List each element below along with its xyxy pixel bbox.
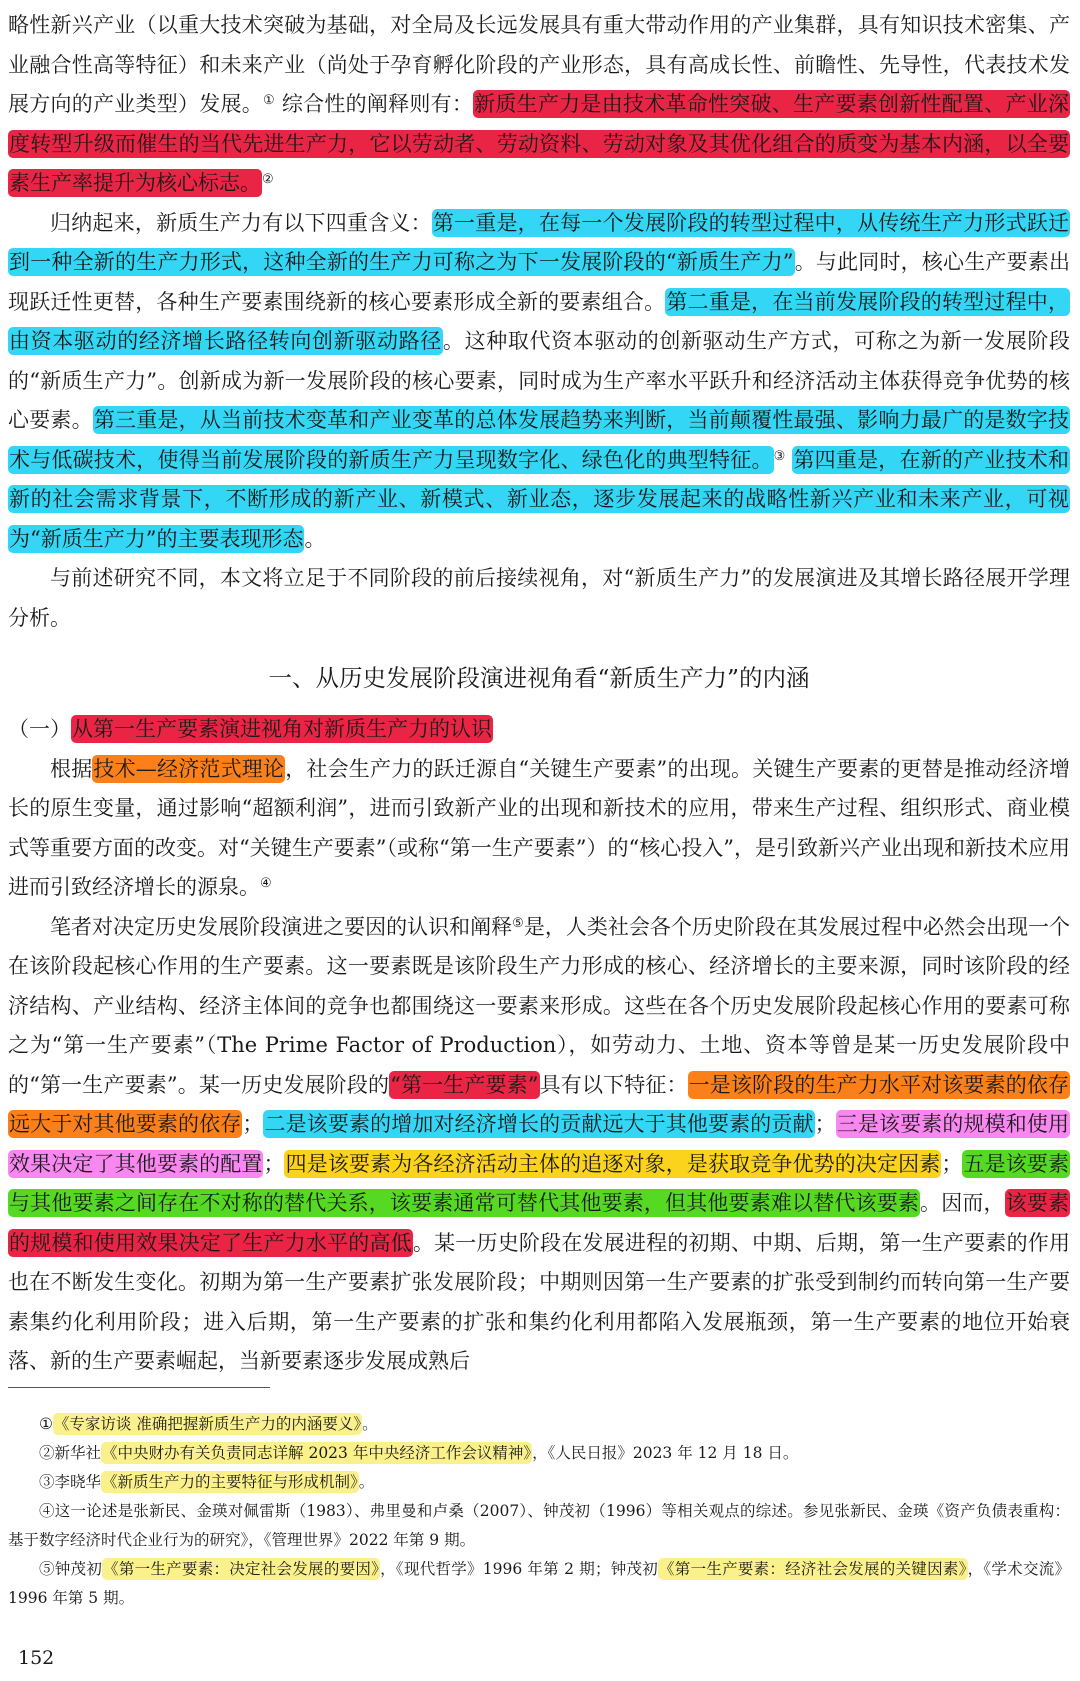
footnote-mark: ③ — [39, 1473, 55, 1491]
footnote-ref-3[interactable]: ③ — [773, 448, 786, 464]
paragraph-5 — [8, 908, 1070, 1382]
text-span: ； — [263, 1151, 285, 1176]
text-span: ； — [814, 1112, 836, 1136]
text-span: 。某一历史阶段在发展进程的初期、中期、后期，第一生产要素的作用也在不断发生变化。初期为第一生产要素扩张发展阶段；中期则因第一生产要素的扩张受到制约而转向第一生产要素集约化利用阶段；进入后期，第一生产要素的扩张和集约化利用都陷入发展瓶颈，第一生产要素的地位开始衰落、新的生产要素崛起，当新要素逐步发展成熟后 — [8, 1230, 1071, 1373]
highlight-red: 该要素的规模和使用效果决定了生产力水平的高低 — [9, 1191, 1070, 1255]
highlight-green: 五是该要素与其他要素之间存在不对称的替代关系，该要素通常可替代其他要素，但其他要素难以替代该要素 — [9, 1151, 1070, 1215]
highlight-yellow: 四是该要素为各经济活动主体的追逐对象，是获取竞争优势的决定因素 — [285, 1151, 941, 1176]
text-span: ，《学术交流》1996 年第 5 期。 — [8, 1560, 1070, 1607]
body-text — [8, 6, 1070, 1382]
text-span: 。因而， — [920, 1191, 1005, 1215]
highlight-lemon: 《新质生产力的主要特征与形成机制》 — [102, 1473, 358, 1491]
footnotes — [8, 1410, 1070, 1613]
footnote-mark: ① — [39, 1415, 53, 1433]
text-span: 笔者对决定历史发展阶段演进之要因的认识和阐释 — [50, 914, 513, 939]
highlight-lemon: 《第一生产要素：经济社会发展的关键因素》 — [659, 1560, 967, 1578]
text-span: ，《现代哲学》1996 年第 2 期；钟茂初 — [380, 1560, 659, 1578]
paragraph-3: 与前述研究不同，本文将立足于不同阶段的前后接续视角，对“新质生产力”的发展演进及其增长路径展开学理分析。 — [8, 566, 1070, 630]
highlight-orange: 技术—经济范式理论 — [93, 756, 285, 781]
highlight-lemon: 《中央财办有关负责同志详解 2023 年中央经济工作会议精神》 — [102, 1444, 532, 1462]
footnote-5 — [8, 1555, 1070, 1613]
paragraph-2 — [8, 204, 1070, 560]
text-span: 新华社 — [54, 1444, 102, 1462]
footnote-mark: ⑤ — [39, 1560, 55, 1578]
sub-heading-prefix: （一） — [8, 717, 71, 741]
highlight-cyan: 二是该要素的增加对经济增长的贡献远大于其他要素的贡献 — [264, 1112, 814, 1136]
text-span: ； — [941, 1151, 963, 1176]
text-span: 具有以下特征： — [539, 1072, 688, 1097]
text-span: ； — [242, 1112, 264, 1136]
highlight-red: 新质生产力是由技术革命性突破、生产要素创新性配置、产业深度转型升级而催生的当代先进生产力，它以劳动者、劳动资料、劳动对象及其优化组合的质变为基本内涵，以全要素生产率提升为核心标志。 — [9, 92, 1069, 195]
text-span: ，社会生产力的跃迁源自“关键生产要素”的出现。关键生产要素的更替是推动经济增长的原生变量，通过影响“超额利润”，进而引致新产业的出现和新技术的应用，带来生产过程、组织形式、商业模式等重要方面的改变。对“关键生产要素”（或称“第一生产要素”）的“核心投入”，是引致新兴产业出现和新技术应用进而引致经济增长的源泉。 — [8, 756, 1071, 899]
highlight-orange: 一是该阶段的生产力水平对该要素的依存远大于对其他要素的依存 — [9, 1072, 1069, 1136]
footnote-ref-2[interactable]: ② — [262, 171, 274, 187]
highlight-cyan: 第四重是，在新的产业技术和新的社会需求背景下，不断形成的新产业、新模式、新业态，逐步发展起来的战略性新兴产业和未来产业，可视为“新质生产力”的主要表现形态 — [9, 447, 1070, 551]
text-span: 归纳起来，新质生产力有以下四重含义： — [50, 210, 432, 235]
text-span: 。这种取代资本驱动的创新驱动生产方式，可称之为新一发展阶段的“新质生产力”。创新成为新一发展阶段的核心要素，同时成为生产率水平跃升和经济活动主体获得竞争优势的核心要素。 — [8, 329, 1071, 432]
highlight-red: 从第一生产要素演进视角对新质生产力的认识 — [72, 717, 492, 741]
highlight-red: “第一生产要素” — [390, 1072, 539, 1097]
sub-heading — [8, 710, 1070, 750]
footnote-ref-1[interactable]: ① — [263, 92, 275, 108]
paragraph-1 — [8, 6, 1070, 204]
highlight-cyan: 第二重是，在当前发展阶段的转型过程中，由资本驱动的经济增长路径转向创新驱动路径 — [9, 289, 1070, 353]
footnote-mark: ② — [39, 1444, 55, 1462]
text-span: 。与此同时，核心生产要素出现跃迁性更替，各种生产要素围绕新的核心要素形成全新的要素组合。 — [8, 250, 1071, 314]
page-number: 152 — [18, 1647, 55, 1669]
highlight-lemon: 《专家访谈 准确把握新质生产力的内涵要义》 — [53, 1415, 362, 1433]
text-span: 综合性的阐释则有： — [274, 92, 474, 116]
highlight-cyan: 第一重是，在每一个发展阶段的转型过程中，从传统生产力形式跃迁到一种全新的生产力形式，这种全新的生产力可称之为下一发展阶段的“新质生产力” — [9, 210, 1069, 274]
footnote-2 — [8, 1439, 1070, 1468]
footnote-ref-5[interactable]: ⑤ — [512, 915, 524, 931]
text-span: 。 — [362, 1415, 378, 1433]
text-span: 。 — [358, 1473, 375, 1491]
section-heading: 一、从历史发展阶段演进视角看“新质生产力”的内涵 — [268, 664, 810, 692]
text-span: 。 — [304, 526, 326, 551]
footnote-1 — [8, 1410, 1070, 1439]
footnote-mark: ④ — [39, 1502, 55, 1520]
footnote-4 — [8, 1497, 1070, 1555]
paragraph-4 — [8, 750, 1070, 908]
footnote-3 — [8, 1468, 1070, 1497]
text-span: ，《人民日报》2023 年 12 月 18 日。 — [532, 1444, 799, 1462]
footnote-divider — [8, 1387, 270, 1388]
footnote-ref-4[interactable]: ④ — [260, 875, 272, 891]
text-span: 略性新兴产业（以重大技术突破为基础，对全局及长远发展具有重大带动作用的产业集群，具有知识技术密集、产业融合性高等特征）和未来产业（尚处于孕育孵化阶段的产业形态，具有高成长性、前瞻性、先导性，代表技术发展方向的产业类型）发展。 — [8, 13, 1070, 116]
text-span: 是，人类社会各个历史阶段在其发展过程中必然会出现一个在该阶段起核心作用的生产要素。这一要素既是该阶段生产力形成的核心、经济增长的主要来源，同时该阶段的经济结构、产业结构、经济主体间的竞争也都围绕这一要素来形成。这些在各个历史发展阶段起核心作用的要素可称之为“第一生产要素”（The Prime Factor of Production），如劳动力、土地、资本等曾是某一历史发展阶段中的“第一生产要素”。某一历史发展阶段的 — [8, 914, 1071, 1097]
highlight-cyan: 第三重是，从当前技术变革和产业变革的总体发展趋势来判断，当前颠覆性最强、影响力最广的是数字技术与低碳技术，使得当前发展阶段的新质生产力呈现数字化、绿色化的典型特征。 — [9, 408, 1070, 472]
text-span: 李晓华 — [54, 1473, 102, 1491]
text-span: 根据 — [50, 756, 93, 781]
highlight-magenta: 三是该要素的规模和使用效果决定了其他要素的配置 — [9, 1112, 1070, 1176]
text-span: 这一论述是张新民、金瑛对佩雷斯（1983）、弗里曼和卢桑（2007）、钟茂初（1996）等相关观点的综述。参见张新民、金瑛《资产负债表重构：基于数字经济时代企业行为的研究》，《管理世界》2022 年第 9 期。 — [8, 1502, 1070, 1549]
text-span: 钟茂初 — [54, 1560, 103, 1578]
highlight-lemon: 《第一生产要素：决定社会发展的要因》 — [103, 1560, 380, 1578]
